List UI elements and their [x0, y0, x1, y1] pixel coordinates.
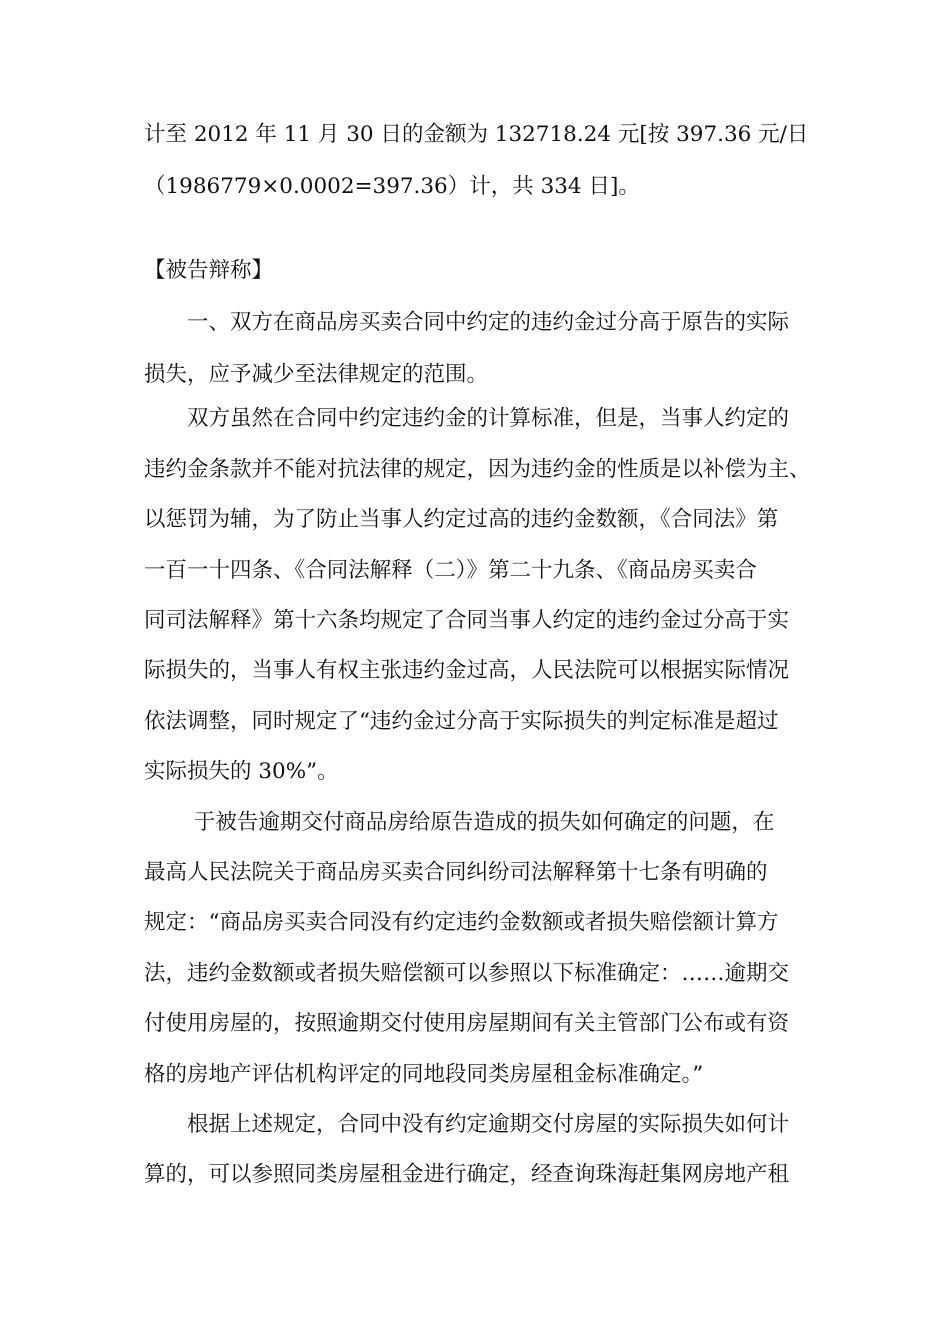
text-line: 违约金条款并不能对抗法律的规定，因为违约金的性质是以补偿为主、: [144, 457, 811, 482]
text-line: 一、双方在商品房买卖合同中约定的违约金过分高于原告的实际: [144, 310, 790, 335]
text-line: 规定：“商品房买卖合同没有约定违约金数额或者损失赔偿额计算方: [144, 910, 779, 935]
text-line: 最高人民法院关于商品房买卖合同纠纷司法解释第十七条有明确的: [144, 860, 768, 885]
text-line: 一百一十四条、《合同法解释（二）》第二十九条、《商品房买卖合: [144, 558, 757, 583]
text-line: 于被告逾期交付商品房给原告造成的损失如何确定的问题，在: [144, 810, 775, 835]
text-line: 付使用房屋的，按照逾期交付使用房屋期间有关主管部门公布或有资: [144, 1011, 790, 1036]
section-heading: 【被告辩称】: [144, 258, 274, 283]
text-line: 损失，应予减少至法律规定的范围。: [144, 362, 489, 387]
text-line: 根据上述规定，合同中没有约定逾期交付房屋的实际损失如何计: [144, 1112, 790, 1137]
text-line: 格的房地产评估机构评定的同地段同类房屋租金标准确定。”: [144, 1062, 704, 1087]
text-line: 双方虽然在合同中约定违约金的计算标准，但是，当事人约定的: [144, 406, 790, 431]
text-line: 法，违约金数额或者损失赔偿额可以参照以下标准确定：……逾期交: [144, 961, 790, 986]
text-line: 同司法解释》第十六条均规定了合同当事人约定的违约金过分高于实: [144, 608, 790, 633]
text-line: 算的，可以参照同类房屋租金进行确定，经查询珠海赶集网房地产租: [144, 1162, 790, 1187]
text-line: 以惩罚为辅，为了防止当事人约定过高的违约金数额，《合同法》第: [144, 507, 779, 532]
text-line: 计至 2012 年 11 月 30 日的金额为 132718.24 元[按 397.36 元/日: [144, 122, 809, 147]
text-line: 实际损失的 30%”。: [144, 759, 339, 784]
text-line: （1986779×0.0002=397.36）计，共 334 日]。: [144, 174, 640, 199]
text-line: 际损失的，当事人有权主张违约金过高，人民法院可以根据实际情况: [144, 658, 790, 683]
text-line: 依法调整，同时规定了“违约金过分高于实际损失的判定标准是超过: [144, 709, 779, 734]
